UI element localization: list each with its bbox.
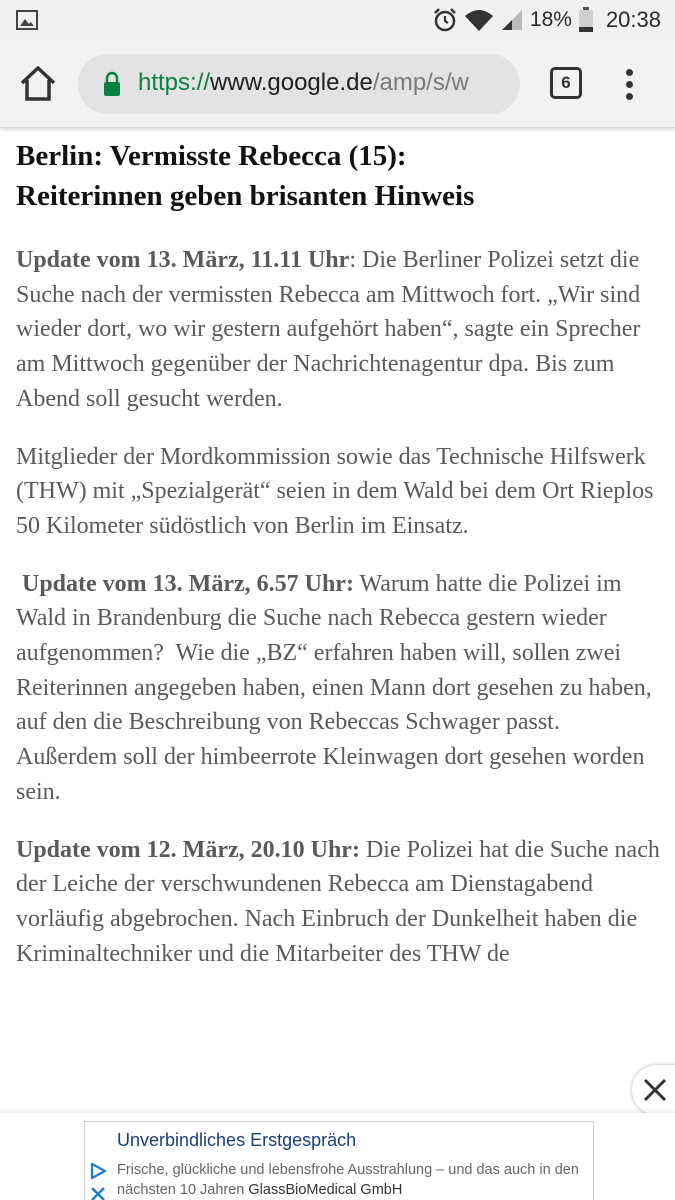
wifi-icon (464, 8, 494, 32)
battery-icon (578, 7, 594, 33)
ad-card[interactable] (84, 1121, 594, 1200)
alarm-icon (432, 7, 458, 33)
ad-title[interactable]: Unverbindliches Erstgespräch (117, 1130, 357, 1150)
tab-switcher-button[interactable]: 6 (550, 67, 582, 99)
ad-advertiser: GlassBioMedical GmbH (248, 1182, 403, 1198)
clock: 20:38 (605, 7, 661, 32)
paragraph-text: Die Polizei hat die Suche nach der Leiche der verschwundenen Rebecca am Dienstagabend vorläufig abgebrochen. Nach Einbruch der Dunkelheit haben die Kriminaltechniker und die Mitarbeiter des THW de (16, 836, 660, 967)
overflow-menu-icon[interactable] (618, 64, 642, 104)
update-lead: Update vom 13. März, 11.11 Uhr (16, 247, 350, 273)
url-path: /amp/s/w (372, 69, 469, 96)
ad-close-icon[interactable] (90, 1186, 106, 1200)
url-text (138, 69, 469, 97)
paragraph-text: : Die Berliner Polizei setzt die Suche nach der vermissten Rebecca am Mittwoch fort. „Wir sind wieder dort, wo wir gestern aufgehört haben“, sagte ein Sprecher am Mittwoch gegenüber der Nachrichtenagentur dpa. Bis zum Abend soll gesucht werden. (16, 247, 641, 412)
status-bar (0, 0, 675, 40)
update-lead: Update vom 13. März, 6.57 Uhr: (16, 570, 354, 597)
article-paragraph (16, 440, 664, 544)
article (16, 128, 664, 971)
address-bar[interactable] (78, 54, 520, 114)
article-paragraph (16, 833, 664, 972)
article-paragraph (16, 243, 664, 417)
browser-toolbar (0, 40, 675, 128)
article-paragraph (16, 567, 664, 810)
ad-banner (0, 1113, 675, 1200)
update-lead: Update vom 12. März, 20.10 Uhr: (16, 836, 360, 863)
battery-percent: 18% (529, 8, 572, 31)
lock-icon (102, 71, 122, 97)
ad-text: Frische, glückliche und lebensfrohe Ausstrahlung – und das auch in den nächsten 10 Jahren (117, 1162, 579, 1198)
adchoices-icon[interactable] (89, 1162, 107, 1180)
paragraph-text: Warum hatte die Polizei im Wald in Brandenburg die Suche nach Rebecca gestern wieder aufgenommen? Wie die „BZ“ erfahren haben will, sollen zwei Reiterinnen angegeben haben, einen Mann dort gesehen zu haben, auf den die Beschreibung von Rebeccas Schwager passt. Außerdem soll der himbeerrote Kleinwagen dort gesehen worden sein. (16, 570, 658, 805)
article-headline (16, 136, 664, 216)
close-ad-button[interactable] (632, 1065, 675, 1115)
url-scheme: https:// (138, 69, 211, 96)
home-icon[interactable] (18, 64, 58, 104)
close-icon (642, 1077, 668, 1103)
ad-description (117, 1160, 587, 1200)
paragraph-text: Mitglieder der Mordkommission sowie das Technische Hilfswerk (THW) mit „Spezialgerät“ seien in dem Wald bei dem Ort Rieplos 50 Kilometer südöstlich von Berlin im Einsatz. (16, 443, 654, 539)
headline-line-2: Reiterinnen geben brisanten Hinweis (16, 180, 475, 212)
signal-icon (500, 8, 524, 32)
url-host: www.google.de (210, 69, 373, 96)
image-icon (16, 10, 38, 30)
headline-line-1: Berlin: Vermisste Rebecca (15): (16, 140, 407, 172)
